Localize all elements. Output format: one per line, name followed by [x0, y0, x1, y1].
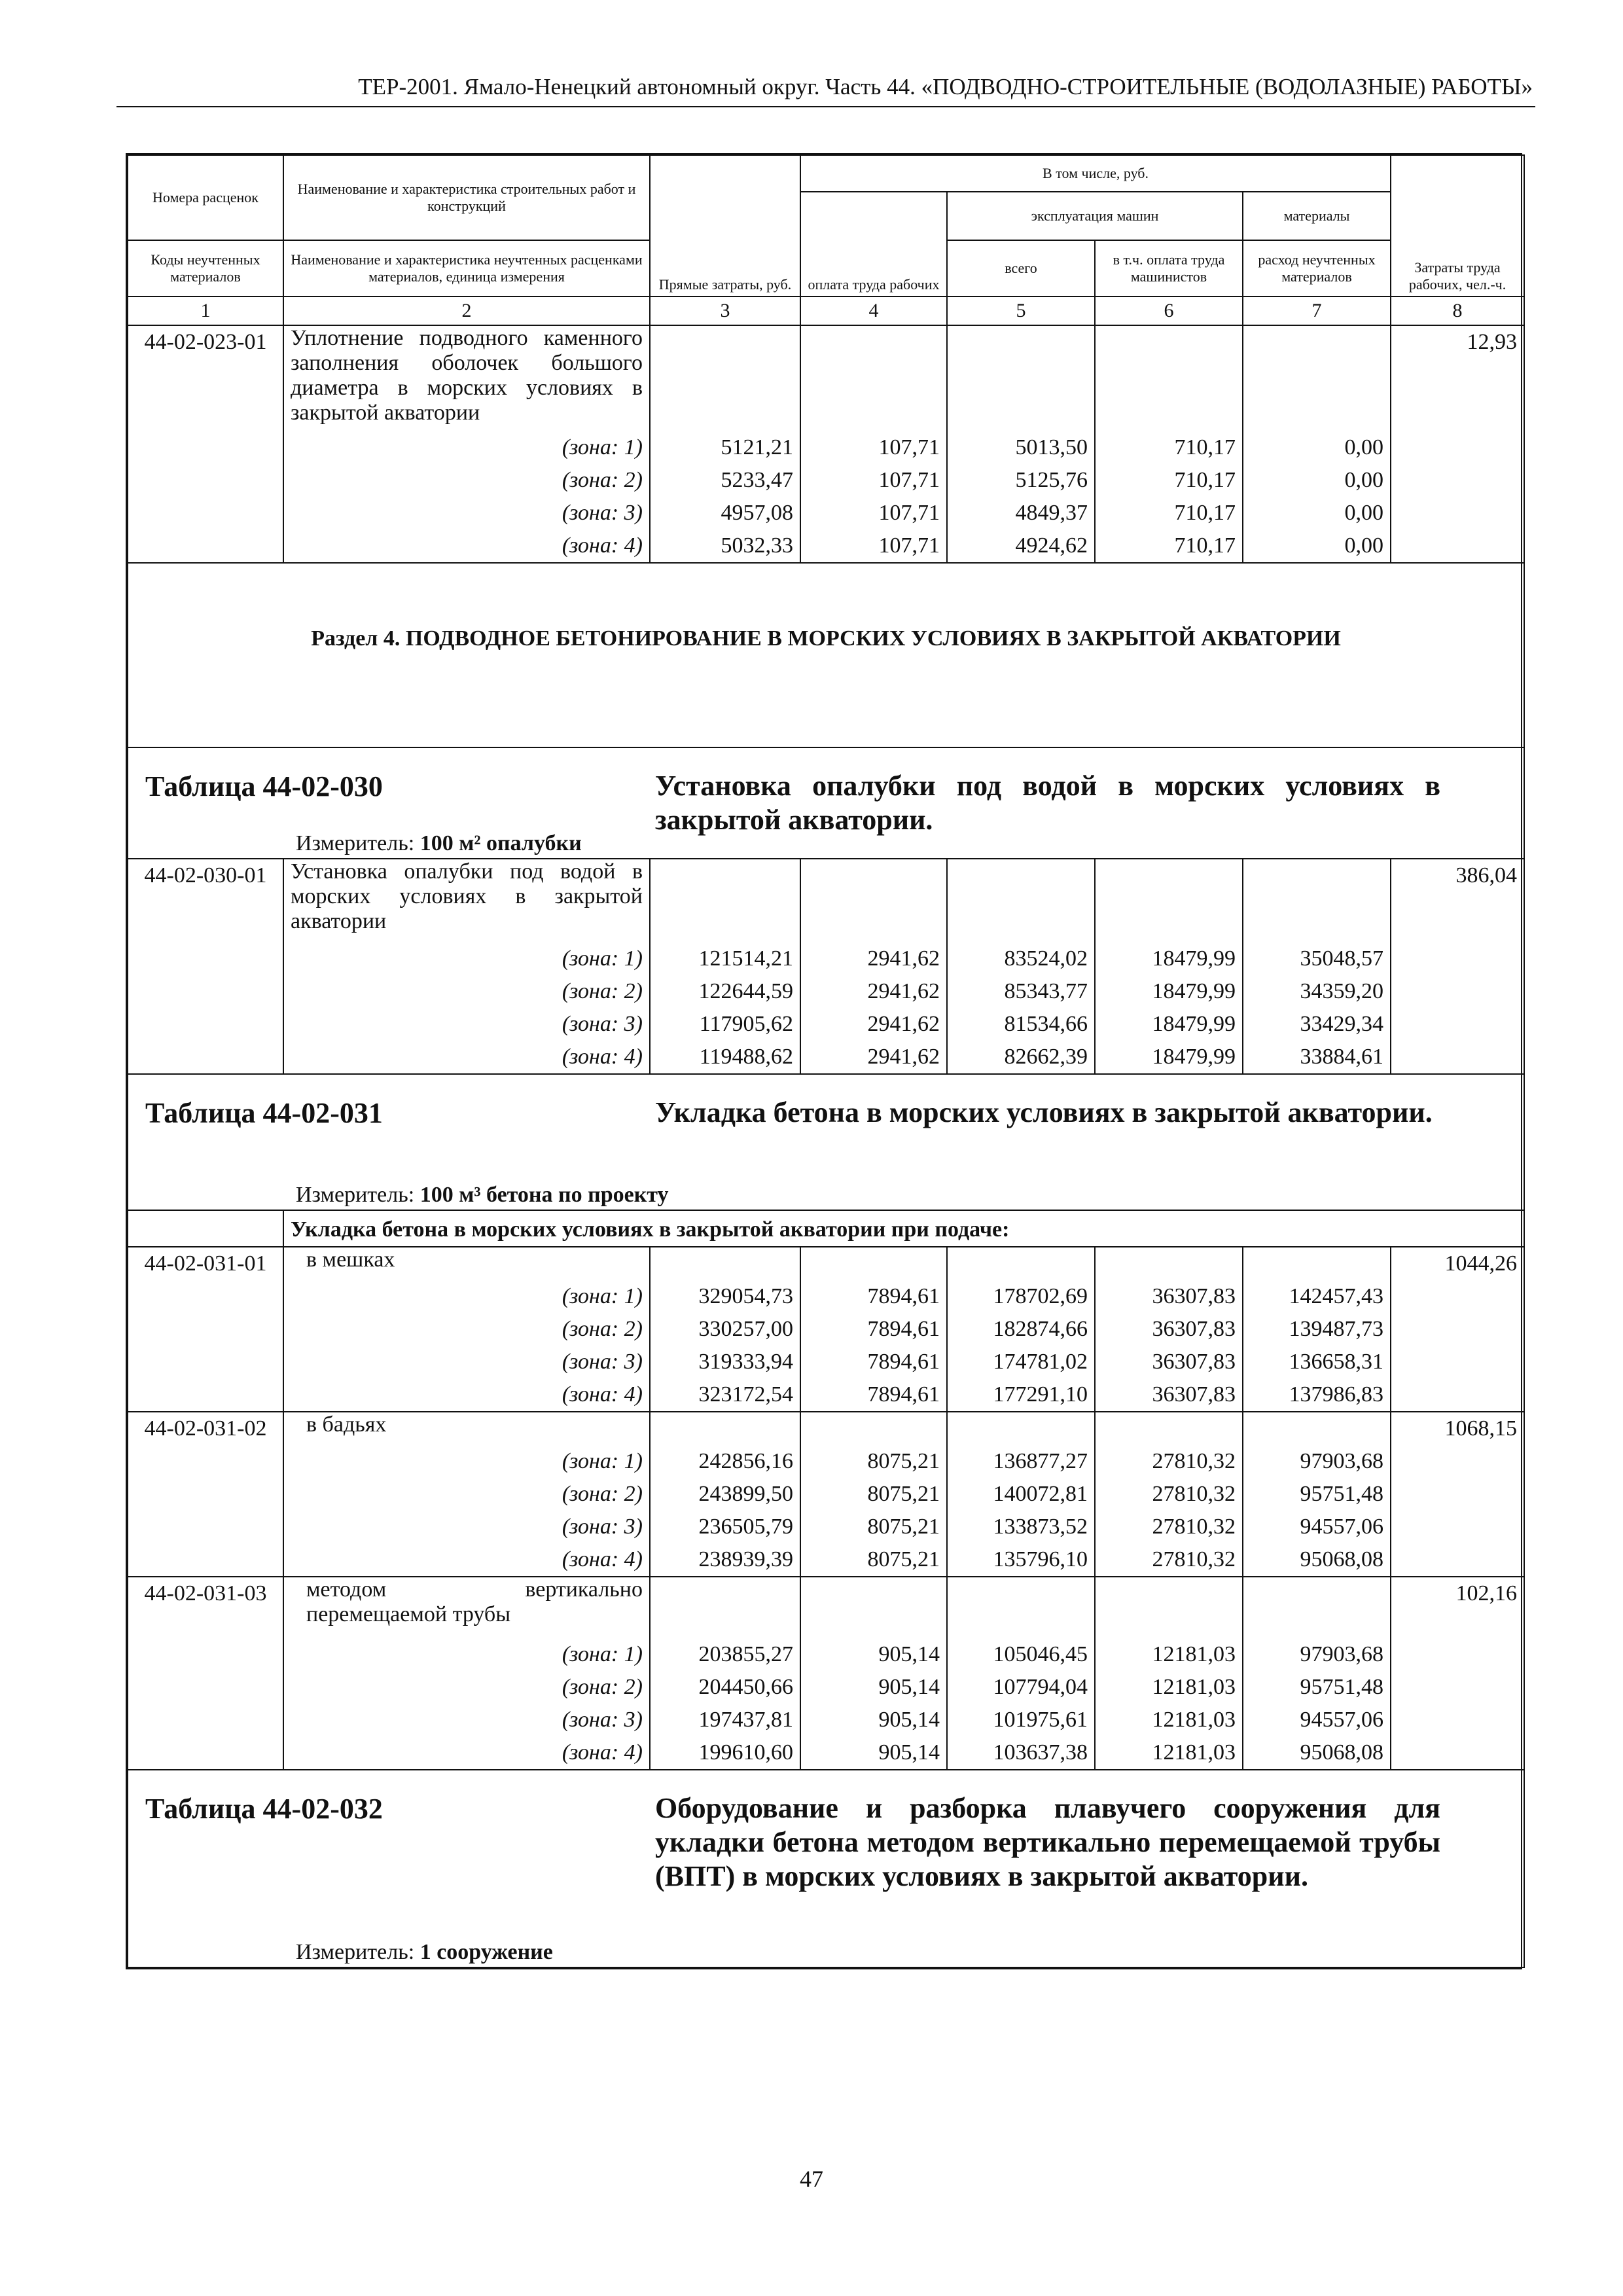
table-title: Оборудование и разборка плавучего сооружения для укладки бетона методом вертикально перемещаемой трубы (ВПТ) в морских условиях в закрытой акватории.	[655, 1792, 1440, 1892]
rate-description: в бадьях	[283, 1412, 650, 1445]
empty-cell	[800, 1577, 947, 1638]
zone-row	[128, 1704, 1524, 1736]
rate-code: 44-02-030-01	[128, 859, 283, 942]
price-value: 329054,73	[650, 1280, 800, 1313]
table-caption	[128, 1770, 1524, 1967]
zone-row	[128, 1378, 1524, 1412]
header-rule	[116, 106, 1535, 107]
empty-cell	[947, 859, 1095, 942]
empty-cell	[128, 1346, 283, 1378]
empty-cell	[128, 1671, 283, 1704]
zone-label: (зона: 2)	[283, 975, 650, 1008]
price-value: 178702,69	[947, 1280, 1095, 1313]
labor-cost-value: 102,16	[1391, 1577, 1524, 1638]
zone-label: (зона: 1)	[283, 1638, 650, 1671]
zone-row	[128, 1346, 1524, 1378]
empty-cell	[947, 1412, 1095, 1445]
price-value: 103637,38	[947, 1736, 1095, 1770]
empty-cell	[128, 529, 283, 563]
price-value: 182874,66	[947, 1313, 1095, 1346]
price-value: 5125,76	[947, 464, 1095, 497]
empty-cell	[947, 1247, 1095, 1280]
empty-cell	[800, 325, 947, 431]
price-value: 710,17	[1095, 431, 1243, 464]
zone-label: (зона: 3)	[283, 1008, 650, 1041]
zone-label: (зона: 4)	[283, 1041, 650, 1074]
price-value: 107,71	[800, 529, 947, 563]
table-measure	[296, 1182, 669, 1208]
empty-cell	[650, 1577, 800, 1638]
empty-cell	[1391, 1346, 1524, 1378]
column-number: 6	[1095, 296, 1243, 325]
price-value: 95068,08	[1243, 1736, 1391, 1770]
price-value: 136877,27	[947, 1445, 1095, 1478]
empty-cell	[1391, 529, 1524, 563]
labor-cost-value: 12,93	[1391, 325, 1524, 431]
empty-cell	[1391, 1280, 1524, 1313]
price-value: 710,17	[1095, 464, 1243, 497]
price-value: 12181,03	[1095, 1638, 1243, 1671]
zone-row	[128, 1445, 1524, 1478]
measure-value: 100 м³ бетона по проекту	[419, 1183, 669, 1207]
price-value: 7894,61	[800, 1346, 947, 1378]
zone-label: (зона: 4)	[283, 1378, 650, 1412]
table-measure	[296, 1939, 553, 1965]
zone-row	[128, 529, 1524, 563]
empty-cell	[800, 1412, 947, 1445]
price-value: 238939,39	[650, 1543, 800, 1577]
price-value: 2941,62	[800, 1041, 947, 1074]
rate-row	[128, 325, 1524, 431]
rate-row	[128, 1412, 1524, 1445]
empty-cell	[128, 464, 283, 497]
empty-cell	[128, 1210, 283, 1247]
zone-label: (зона: 2)	[283, 464, 650, 497]
empty-cell	[128, 497, 283, 529]
rates-table	[126, 153, 1522, 1969]
price-value: 330257,00	[650, 1313, 800, 1346]
empty-cell	[1391, 464, 1524, 497]
empty-cell	[650, 1412, 800, 1445]
empty-cell	[1095, 1412, 1243, 1445]
empty-cell	[947, 1577, 1095, 1638]
price-value: 8075,21	[800, 1543, 947, 1577]
price-value: 0,00	[1243, 497, 1391, 529]
rate-code: 44-02-023-01	[128, 325, 283, 431]
zone-row	[128, 1671, 1524, 1704]
price-value: 8075,21	[800, 1478, 947, 1511]
price-value: 101975,61	[947, 1704, 1095, 1736]
labor-cost-value: 386,04	[1391, 859, 1524, 942]
subheader-row	[128, 1210, 1524, 1247]
empty-cell	[1095, 1247, 1243, 1280]
price-value: 710,17	[1095, 529, 1243, 563]
col-labor: оплата труда рабочих	[800, 192, 947, 296]
col-total: всего	[947, 240, 1095, 296]
zone-label: (зона: 4)	[283, 1736, 650, 1770]
column-number: 7	[1243, 296, 1391, 325]
price-value: 319333,94	[650, 1346, 800, 1378]
column-number: 1	[128, 296, 283, 325]
price-value: 0,00	[1243, 464, 1391, 497]
table-title: Установка опалубки под водой в морских условиях в закрытой акватории.	[655, 770, 1440, 836]
price-value: 5233,47	[650, 464, 800, 497]
empty-cell	[128, 1543, 283, 1577]
column-number: 3	[650, 296, 800, 325]
column-number: 4	[800, 296, 947, 325]
price-value: 4924,62	[947, 529, 1095, 563]
price-value: 4957,08	[650, 497, 800, 529]
price-value: 95751,48	[1243, 1478, 1391, 1511]
price-value: 83524,02	[947, 942, 1095, 975]
price-value: 0,00	[1243, 431, 1391, 464]
zone-row	[128, 1041, 1524, 1074]
col-name-top: Наименование и характеристика строительных работ и конструкций	[283, 155, 650, 240]
empty-cell	[128, 1008, 283, 1041]
price-value: 36307,83	[1095, 1378, 1243, 1412]
col-unaccounted: расход неучтенных материалов	[1243, 240, 1391, 296]
price-value: 97903,68	[1243, 1638, 1391, 1671]
empty-cell	[1243, 1247, 1391, 1280]
measure-label: Измеритель:	[296, 1940, 415, 1964]
price-value: 107,71	[800, 464, 947, 497]
rate-description: в мешках	[283, 1247, 650, 1280]
zone-row	[128, 1313, 1524, 1346]
price-value: 36307,83	[1095, 1346, 1243, 1378]
empty-cell	[1243, 859, 1391, 942]
empty-cell	[800, 1247, 947, 1280]
price-value: 2941,62	[800, 1008, 947, 1041]
price-value: 199610,60	[650, 1736, 800, 1770]
zone-label: (зона: 1)	[283, 1280, 650, 1313]
col-in-total: В том числе, руб.	[800, 155, 1391, 192]
price-value: 18479,99	[1095, 1041, 1243, 1074]
empty-cell	[128, 1378, 283, 1412]
empty-cell	[1391, 1041, 1524, 1074]
price-value: 18479,99	[1095, 975, 1243, 1008]
column-number: 8	[1391, 296, 1524, 325]
table-caption-row	[128, 747, 1524, 859]
empty-cell	[1391, 1638, 1524, 1671]
zone-label: (зона: 2)	[283, 1478, 650, 1511]
empty-cell	[128, 1638, 283, 1671]
empty-cell	[650, 859, 800, 942]
price-value: 117905,62	[650, 1008, 800, 1041]
empty-cell	[1391, 431, 1524, 464]
zone-label: (зона: 3)	[283, 1704, 650, 1736]
price-value: 174781,02	[947, 1346, 1095, 1378]
zone-label: (зона: 2)	[283, 1671, 650, 1704]
rate-row	[128, 1247, 1524, 1280]
price-value: 4849,37	[947, 497, 1095, 529]
measure-label: Измеритель:	[296, 831, 415, 855]
empty-cell	[1391, 975, 1524, 1008]
empty-cell	[1243, 1577, 1391, 1638]
zone-row	[128, 1280, 1524, 1313]
price-value: 36307,83	[1095, 1280, 1243, 1313]
subheader-text: Укладка бетона в морских условиях в закрытой акватории при подаче:	[283, 1210, 1524, 1247]
price-value: 81534,66	[947, 1008, 1095, 1041]
empty-cell	[128, 1445, 283, 1478]
price-value: 2941,62	[800, 942, 947, 975]
zone-label: (зона: 4)	[283, 529, 650, 563]
price-value: 107794,04	[947, 1671, 1095, 1704]
zone-row	[128, 1543, 1524, 1577]
empty-cell	[650, 1247, 800, 1280]
empty-cell	[1391, 1478, 1524, 1511]
price-value: 204450,66	[650, 1671, 800, 1704]
empty-cell	[128, 1704, 283, 1736]
price-value: 119488,62	[650, 1041, 800, 1074]
price-value: 177291,10	[947, 1378, 1095, 1412]
col-name-bottom: Наименование и характеристика неучтенных расценками материалов, единица измерения	[283, 240, 650, 296]
price-value: 36307,83	[1095, 1313, 1243, 1346]
empty-cell	[128, 942, 283, 975]
page-number: 47	[800, 2166, 823, 2192]
column-number: 5	[947, 296, 1095, 325]
price-value: 203855,27	[650, 1638, 800, 1671]
price-value: 18479,99	[1095, 1008, 1243, 1041]
column-numbers-row	[128, 296, 1524, 325]
empty-cell	[947, 325, 1095, 431]
section-title: Раздел 4. ПОДВОДНОЕ БЕТОНИРОВАНИЕ В МОРСКИХ УСЛОВИЯХ В ЗАКРЫТОЙ АКВАТОРИИ	[128, 563, 1524, 747]
rate-code: 44-02-031-03	[128, 1577, 283, 1638]
price-value: 95068,08	[1243, 1543, 1391, 1577]
price-value: 2941,62	[800, 975, 947, 1008]
rate-row	[128, 1577, 1524, 1638]
empty-cell	[1391, 1704, 1524, 1736]
rate-code: 44-02-031-01	[128, 1247, 283, 1280]
price-value: 140072,81	[947, 1478, 1095, 1511]
price-value: 133873,52	[947, 1511, 1095, 1543]
zone-row	[128, 1008, 1524, 1041]
col-direct: Прямые затраты, руб.	[650, 155, 800, 296]
empty-cell	[128, 1041, 283, 1074]
table-number: Таблица 44-02-032	[145, 1793, 383, 1825]
table-caption	[128, 1074, 1524, 1210]
empty-cell	[1391, 942, 1524, 975]
empty-cell	[1391, 1008, 1524, 1041]
rate-description: Уплотнение подводного каменного заполнения оболочек большого диаметра в морских условиях в закрытой акватории	[283, 325, 650, 431]
col-codes-top: Номера расценок	[128, 155, 283, 240]
zone-label: (зона: 3)	[283, 497, 650, 529]
price-value: 94557,06	[1243, 1511, 1391, 1543]
empty-cell	[128, 1736, 283, 1770]
price-value: 905,14	[800, 1638, 947, 1671]
empty-cell	[128, 1313, 283, 1346]
empty-cell	[1243, 1412, 1391, 1445]
price-value: 136658,31	[1243, 1346, 1391, 1378]
price-value: 94557,06	[1243, 1704, 1391, 1736]
price-value: 8075,21	[800, 1445, 947, 1478]
price-value: 197437,81	[650, 1704, 800, 1736]
price-value: 142457,43	[1243, 1280, 1391, 1313]
price-value: 242856,16	[650, 1445, 800, 1478]
price-value: 33884,61	[1243, 1041, 1391, 1074]
table-caption	[128, 747, 1524, 859]
empty-cell	[800, 859, 947, 942]
measure-value: 100 м² опалубки	[419, 831, 582, 855]
price-value: 85343,77	[947, 975, 1095, 1008]
zone-row	[128, 431, 1524, 464]
price-value: 137986,83	[1243, 1378, 1391, 1412]
rate-row	[128, 859, 1524, 942]
rate-description: методом вертикально перемещаемой трубы	[283, 1577, 650, 1638]
zone-row	[128, 1511, 1524, 1543]
price-value: 122644,59	[650, 975, 800, 1008]
price-value: 905,14	[800, 1671, 947, 1704]
empty-cell	[1391, 1671, 1524, 1704]
price-value: 35048,57	[1243, 942, 1391, 975]
empty-cell	[1391, 1736, 1524, 1770]
empty-cell	[1243, 325, 1391, 431]
zone-row	[128, 1736, 1524, 1770]
empty-cell	[1391, 497, 1524, 529]
rate-code: 44-02-031-02	[128, 1412, 283, 1445]
rate-description: Установка опалубки под водой в морских условиях в закрытой акватории	[283, 859, 650, 942]
price-value: 5032,33	[650, 529, 800, 563]
empty-cell	[1391, 1543, 1524, 1577]
price-value: 5121,21	[650, 431, 800, 464]
zone-row	[128, 975, 1524, 1008]
empty-cell	[1391, 1378, 1524, 1412]
empty-cell	[128, 975, 283, 1008]
price-value: 27810,32	[1095, 1478, 1243, 1511]
zone-label: (зона: 1)	[283, 942, 650, 975]
empty-cell	[1095, 1577, 1243, 1638]
empty-cell	[1095, 859, 1243, 942]
empty-cell	[128, 1478, 283, 1511]
table-number: Таблица 44-02-031	[145, 1097, 383, 1129]
measure-value: 1 сооружение	[419, 1940, 553, 1964]
price-value: 710,17	[1095, 497, 1243, 529]
empty-cell	[128, 1280, 283, 1313]
price-value: 12181,03	[1095, 1736, 1243, 1770]
price-value: 139487,73	[1243, 1313, 1391, 1346]
table-title: Укладка бетона в морских условиях в закрытой акватории.	[655, 1096, 1433, 1128]
price-value: 95751,48	[1243, 1671, 1391, 1704]
price-value: 107,71	[800, 431, 947, 464]
col-machinists: в т.ч. оплата труда машинистов	[1095, 240, 1243, 296]
table-caption-row	[128, 1074, 1524, 1210]
zone-label: (зона: 1)	[283, 1445, 650, 1478]
empty-cell	[1391, 1511, 1524, 1543]
empty-cell	[1095, 325, 1243, 431]
empty-cell	[128, 431, 283, 464]
price-value: 0,00	[1243, 529, 1391, 563]
empty-cell	[128, 1511, 283, 1543]
price-value: 7894,61	[800, 1280, 947, 1313]
col-materials: материалы	[1243, 192, 1391, 240]
price-value: 27810,32	[1095, 1445, 1243, 1478]
zone-row	[128, 464, 1524, 497]
zone-row	[128, 942, 1524, 975]
col-labor-cost: Затраты труда рабочих, чел.-ч.	[1391, 155, 1524, 296]
column-number: 2	[283, 296, 650, 325]
price-value: 33429,34	[1243, 1008, 1391, 1041]
price-value: 323172,54	[650, 1378, 800, 1412]
price-value: 107,71	[800, 497, 947, 529]
price-value: 7894,61	[800, 1378, 947, 1412]
price-value: 105046,45	[947, 1638, 1095, 1671]
labor-cost-value: 1044,26	[1391, 1247, 1524, 1280]
price-value: 121514,21	[650, 942, 800, 975]
zone-row	[128, 1478, 1524, 1511]
price-value: 8075,21	[800, 1511, 947, 1543]
zone-row	[128, 497, 1524, 529]
price-value: 12181,03	[1095, 1704, 1243, 1736]
price-value: 5013,50	[947, 431, 1095, 464]
price-value: 97903,68	[1243, 1445, 1391, 1478]
price-value: 27810,32	[1095, 1543, 1243, 1577]
col-machines: эксплуатация машин	[947, 192, 1243, 240]
price-value: 7894,61	[800, 1313, 947, 1346]
zone-row	[128, 1638, 1524, 1671]
empty-cell	[650, 325, 800, 431]
price-value: 236505,79	[650, 1511, 800, 1543]
price-value: 12181,03	[1095, 1671, 1243, 1704]
section-title-row	[128, 563, 1524, 747]
zone-label: (зона: 2)	[283, 1313, 650, 1346]
zone-label: (зона: 3)	[283, 1511, 650, 1543]
table-number: Таблица 44-02-030	[145, 770, 383, 802]
price-value: 18479,99	[1095, 942, 1243, 975]
table-caption-row	[128, 1770, 1524, 1967]
price-value: 135796,10	[947, 1543, 1095, 1577]
labor-cost-value: 1068,15	[1391, 1412, 1524, 1445]
zone-label: (зона: 3)	[283, 1346, 650, 1378]
price-value: 82662,39	[947, 1041, 1095, 1074]
price-value: 905,14	[800, 1736, 947, 1770]
empty-cell	[1391, 1313, 1524, 1346]
price-value: 34359,20	[1243, 975, 1391, 1008]
running-header: ТЕР-2001. Ямало-Ненецкий автономный округ. Часть 44. «ПОДВОДНО-СТРОИТЕЛЬНЫЕ (ВОДОЛАЗНЫЕ) РАБОТЫ»	[358, 74, 1533, 99]
price-value: 243899,50	[650, 1478, 800, 1511]
measure-label: Измеритель:	[296, 1183, 415, 1207]
price-value: 27810,32	[1095, 1511, 1243, 1543]
col-codes-bottom: Коды неучтенных материалов	[128, 240, 283, 296]
empty-cell	[1391, 1445, 1524, 1478]
price-value: 905,14	[800, 1704, 947, 1736]
zone-label: (зона: 1)	[283, 431, 650, 464]
zone-label: (зона: 4)	[283, 1543, 650, 1577]
table-measure	[296, 831, 582, 857]
